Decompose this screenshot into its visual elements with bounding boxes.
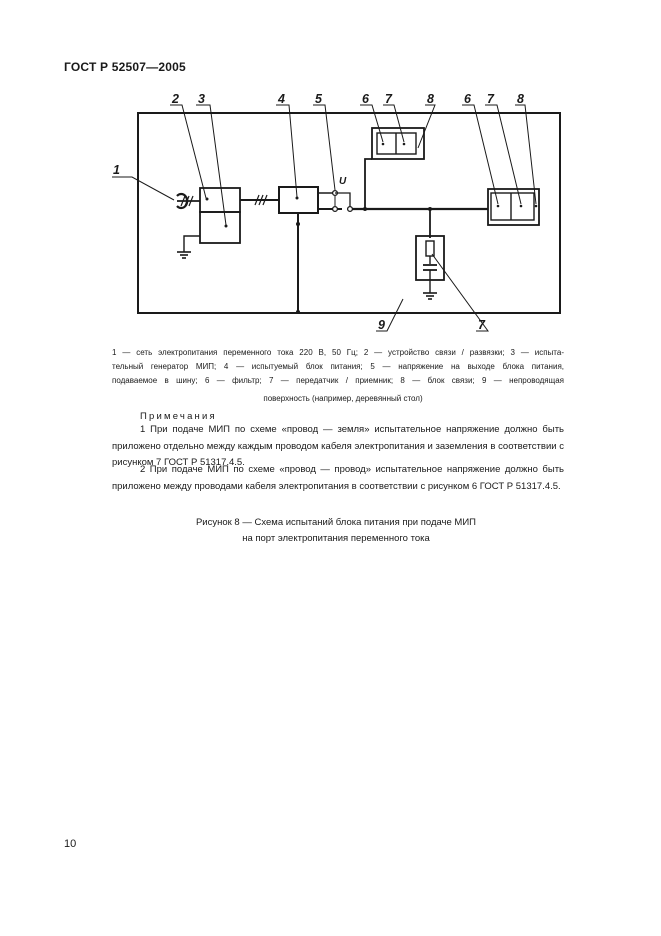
capacitor-icon (423, 265, 437, 270)
notes-title: Примечания (140, 411, 217, 422)
ac-plug-icon (177, 194, 200, 208)
callout-1: 1 (113, 163, 120, 177)
note-1: 1 При подаче МИП по схеме «провод — земля» испытательное напряжение должно быть приложено отдельно между каждым проводом кабеля электропитания и заземления в соответствии с рисунком 7 ГОСТ Р 51317.4.5. (112, 424, 564, 468)
page-number: 10 (64, 838, 77, 850)
nonconductive-surface (138, 113, 560, 313)
resistor-icon (426, 241, 434, 256)
legend-line: 1 — сеть электропитания переменного тока 220 В, 50 Гц; 2 — устройство связи / развязки; 3 — испыта- (112, 348, 564, 357)
callout-5: 5 (315, 92, 322, 106)
ground-icon (423, 293, 437, 299)
note-2: 2 При подаче МИП по схеме «провод — провод» испытательное напряжение должно быть приложено между проводами кабеля электропитания в соответствии с рисунком 6 ГОСТ Р 51317.4.5. (112, 464, 564, 492)
callout-8: 8 (427, 92, 434, 106)
surge-generator-block (200, 212, 240, 243)
legend-line: подаваемое в шину; 6 — фильтр; 7 — передатчик / приемник; 8 — блок связи; 9 — непроводящая (112, 376, 564, 385)
callout-3: 3 (198, 92, 205, 106)
voltage-label: U (339, 176, 347, 187)
legend-last-line: поверхность (например, деревянный стол) (263, 394, 423, 403)
callout-7c: 7 (478, 318, 485, 332)
callout-6b: 6 (464, 92, 471, 106)
figure-caption-line-1: Рисунок 8 — Схема испытаний блока питания при подаче МИП (195, 517, 477, 528)
ground-icon (177, 252, 191, 258)
document-header: ГОСТ Р 52507—2005 (64, 60, 186, 74)
callout-4: 4 (278, 92, 285, 106)
power-supply-eut (279, 187, 318, 213)
callout-9: 9 (378, 318, 385, 332)
callout-8b: 8 (517, 92, 524, 106)
callout-2: 2 (172, 92, 179, 106)
callout-leaders (112, 105, 536, 331)
figure-caption-line-2: на порт электропитания переменного тока (242, 533, 430, 544)
figure-legend (112, 346, 564, 388)
callout-7b: 7 (487, 92, 494, 106)
legend-line: тельный генератор МИП; 4 — испытуемый блок питания; 5 — напряжение на выходе блока питания, (112, 362, 564, 371)
callout-7: 7 (385, 92, 392, 106)
output-terminal (333, 207, 338, 212)
test-setup-diagram (0, 0, 661, 340)
callout-6: 6 (362, 92, 369, 106)
